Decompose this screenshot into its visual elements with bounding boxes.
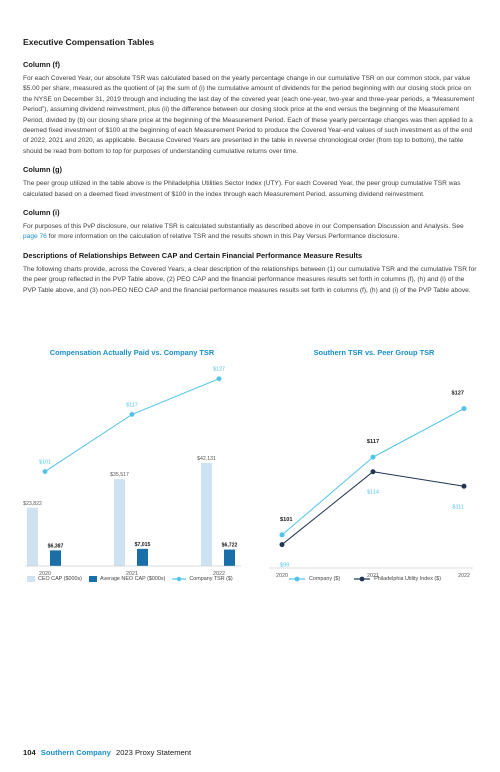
neo-cap-label: $7,015 bbox=[134, 541, 151, 548]
tsr-legend bbox=[289, 576, 448, 582]
x-tick-label: 2020 bbox=[39, 571, 51, 577]
legend-company-tsr bbox=[172, 576, 232, 582]
legend-neo-label: Average NEO CAP ($000s) bbox=[99, 576, 166, 582]
page-76-link[interactable]: page 76 bbox=[23, 233, 47, 241]
peer-label: $111 bbox=[452, 504, 464, 511]
section-title-f: Column (f) bbox=[23, 60, 60, 69]
x-tick-label: 2022 bbox=[213, 571, 225, 577]
chart-title-tsr: Southern TSR vs. Peer Group TSR bbox=[313, 348, 435, 357]
neo-cap-bar bbox=[224, 550, 235, 566]
legend-ceo-swatch bbox=[27, 576, 35, 582]
ceo-cap-bar bbox=[201, 463, 212, 566]
ceo-cap-bar bbox=[27, 508, 38, 566]
peer-point bbox=[371, 469, 376, 474]
legend-ceo bbox=[27, 576, 82, 582]
legend-neo-swatch bbox=[89, 576, 97, 582]
page-content bbox=[23, 37, 479, 304]
company-point bbox=[280, 532, 285, 537]
charts-area bbox=[23, 348, 479, 598]
peer-point bbox=[280, 542, 285, 547]
company-tsr-point bbox=[43, 469, 48, 474]
x-tick-label: 2021 bbox=[367, 573, 379, 579]
peer-label: $99 bbox=[280, 562, 290, 569]
legend-peer-marker bbox=[354, 576, 370, 582]
legend-peer bbox=[354, 576, 441, 582]
neo-cap-bar bbox=[50, 550, 61, 566]
cap-legend bbox=[27, 576, 240, 582]
x-tick-label: 2020 bbox=[276, 573, 288, 579]
section-body-i-before: For purposes of this PvP disclosure, our relative TSR is calculated substantially as described above in our Compensation Discussion and Analysis. See bbox=[23, 223, 464, 231]
ceo-cap-label: $23,822 bbox=[23, 500, 42, 507]
company-tsr-label: $127 bbox=[213, 366, 225, 373]
page-number: 104 bbox=[23, 748, 36, 757]
relationships-title: Descriptions of Relationships Between CAP and Certain Financial Performance Measure Results bbox=[23, 250, 363, 260]
company-tsr-label: $117 bbox=[126, 402, 138, 409]
footer-company: Southern Company bbox=[40, 748, 111, 757]
legend-company-tsr-label: Company TSR ($) bbox=[189, 576, 233, 582]
peer-label: $114 bbox=[366, 489, 380, 496]
cap-chart bbox=[23, 358, 243, 590]
chart-title-cap: Compensation Actually Paid vs. Company TSR bbox=[49, 348, 215, 357]
ceo-cap-bar bbox=[114, 479, 125, 566]
company-label: $101 bbox=[280, 516, 293, 523]
neo-cap-label: $6,387 bbox=[47, 543, 64, 550]
legend-company-marker bbox=[289, 576, 305, 582]
footer-doc: 2023 Proxy Statement bbox=[115, 748, 192, 757]
legend-ceo-label: CEO CAP ($000s) bbox=[38, 576, 82, 582]
company-point bbox=[371, 455, 376, 460]
section-body-i-after: for more information on the calculation of relative TSR and the results shown in this Pay Versus Performance disclosure. bbox=[46, 233, 400, 241]
x-tick-label: 2021 bbox=[126, 571, 138, 577]
company-label: $127 bbox=[451, 390, 464, 397]
section-body-g: The peer group utilized in the table above is the Philadelphia Utilities Sector Index (UTY). For each Covered Year, the peer group cumulative TSR was calculated based on a deemed fixed investment of $100 in the index through each Measurement Period, assuming dividend reinvestment. bbox=[23, 180, 461, 198]
legend-company-label: Company ($) bbox=[309, 576, 341, 582]
relationships-body: The following charts provide, across the Covered Years, a clear description of the relationships between (1) our cumulative TSR and the cumulative TSR for the peer group reflected in the PVP Table above, (2) PEO CAP and the financial performance measures results set forth in columns (f), (h) and (i) of the PVP Table above, and (3) non-PEO NEO CAP and the financial performance measures results set forth in columns (f), (h) and (i) of the PVP Table above. bbox=[23, 265, 477, 294]
section-title-i: Column (i) bbox=[23, 208, 60, 218]
ceo-cap-label: $35,517 bbox=[110, 472, 129, 479]
company-tsr-label: $101 bbox=[39, 459, 51, 466]
x-tick-label: 2022 bbox=[458, 573, 470, 579]
page-heading: Executive Compensation Tables bbox=[23, 37, 155, 47]
company-point bbox=[462, 406, 467, 411]
page-footer bbox=[23, 748, 191, 757]
tsr-chart bbox=[249, 358, 479, 590]
company-tsr-point bbox=[217, 376, 222, 381]
legend-neo bbox=[89, 576, 165, 582]
section-title-g: Column (g) bbox=[23, 165, 62, 175]
legend-peer-label: Philadelphia Utility Index ($) bbox=[374, 576, 441, 582]
company-tsr-point bbox=[130, 412, 135, 417]
legend-company bbox=[289, 576, 340, 582]
neo-cap-bar bbox=[137, 549, 148, 566]
company-tsr-line bbox=[45, 379, 219, 472]
legend-company-tsr-marker bbox=[172, 576, 186, 582]
company-label: $117 bbox=[366, 439, 380, 446]
section-body-i bbox=[23, 222, 479, 243]
peer-line bbox=[282, 472, 464, 545]
neo-cap-label: $6,722 bbox=[221, 542, 238, 549]
section-body-f: For each Covered Year, our absolute TSR was calculated based on the yearly percentage change in our cumulative TSR on our common stock, par value $5.00 per share, measured as the quotient of (a) the sum of (i) the cumulative amount of dividends for the period beginning with our closing stock price on the NYSE on December 31, 2019 through and including the last day of the covered year (each one-year, two-year and three-year periods, a “Measurement Period”), assuming dividend reinvestment, plus (ii) the difference between our closing stock price at the end versus the beginning of the Measurement Period, divided by (b) our closing share price at the beginning of the Measurement Period. Each of these yearly percentage changes was then applied to a deemed fixed investment of $100 at the beginning of each Measurement Period to produce the Covered Year-end values of such investment as of the end of 2022, 2021 and 2020, as applicable. Because Covered Years are presented in the table in reverse chronological order (from top to bottom), the table should be read from bottom to top for purposes of understanding cumulative returns over time. bbox=[23, 75, 475, 155]
peer-point bbox=[462, 484, 467, 489]
ceo-cap-label: $42,131 bbox=[197, 456, 216, 463]
